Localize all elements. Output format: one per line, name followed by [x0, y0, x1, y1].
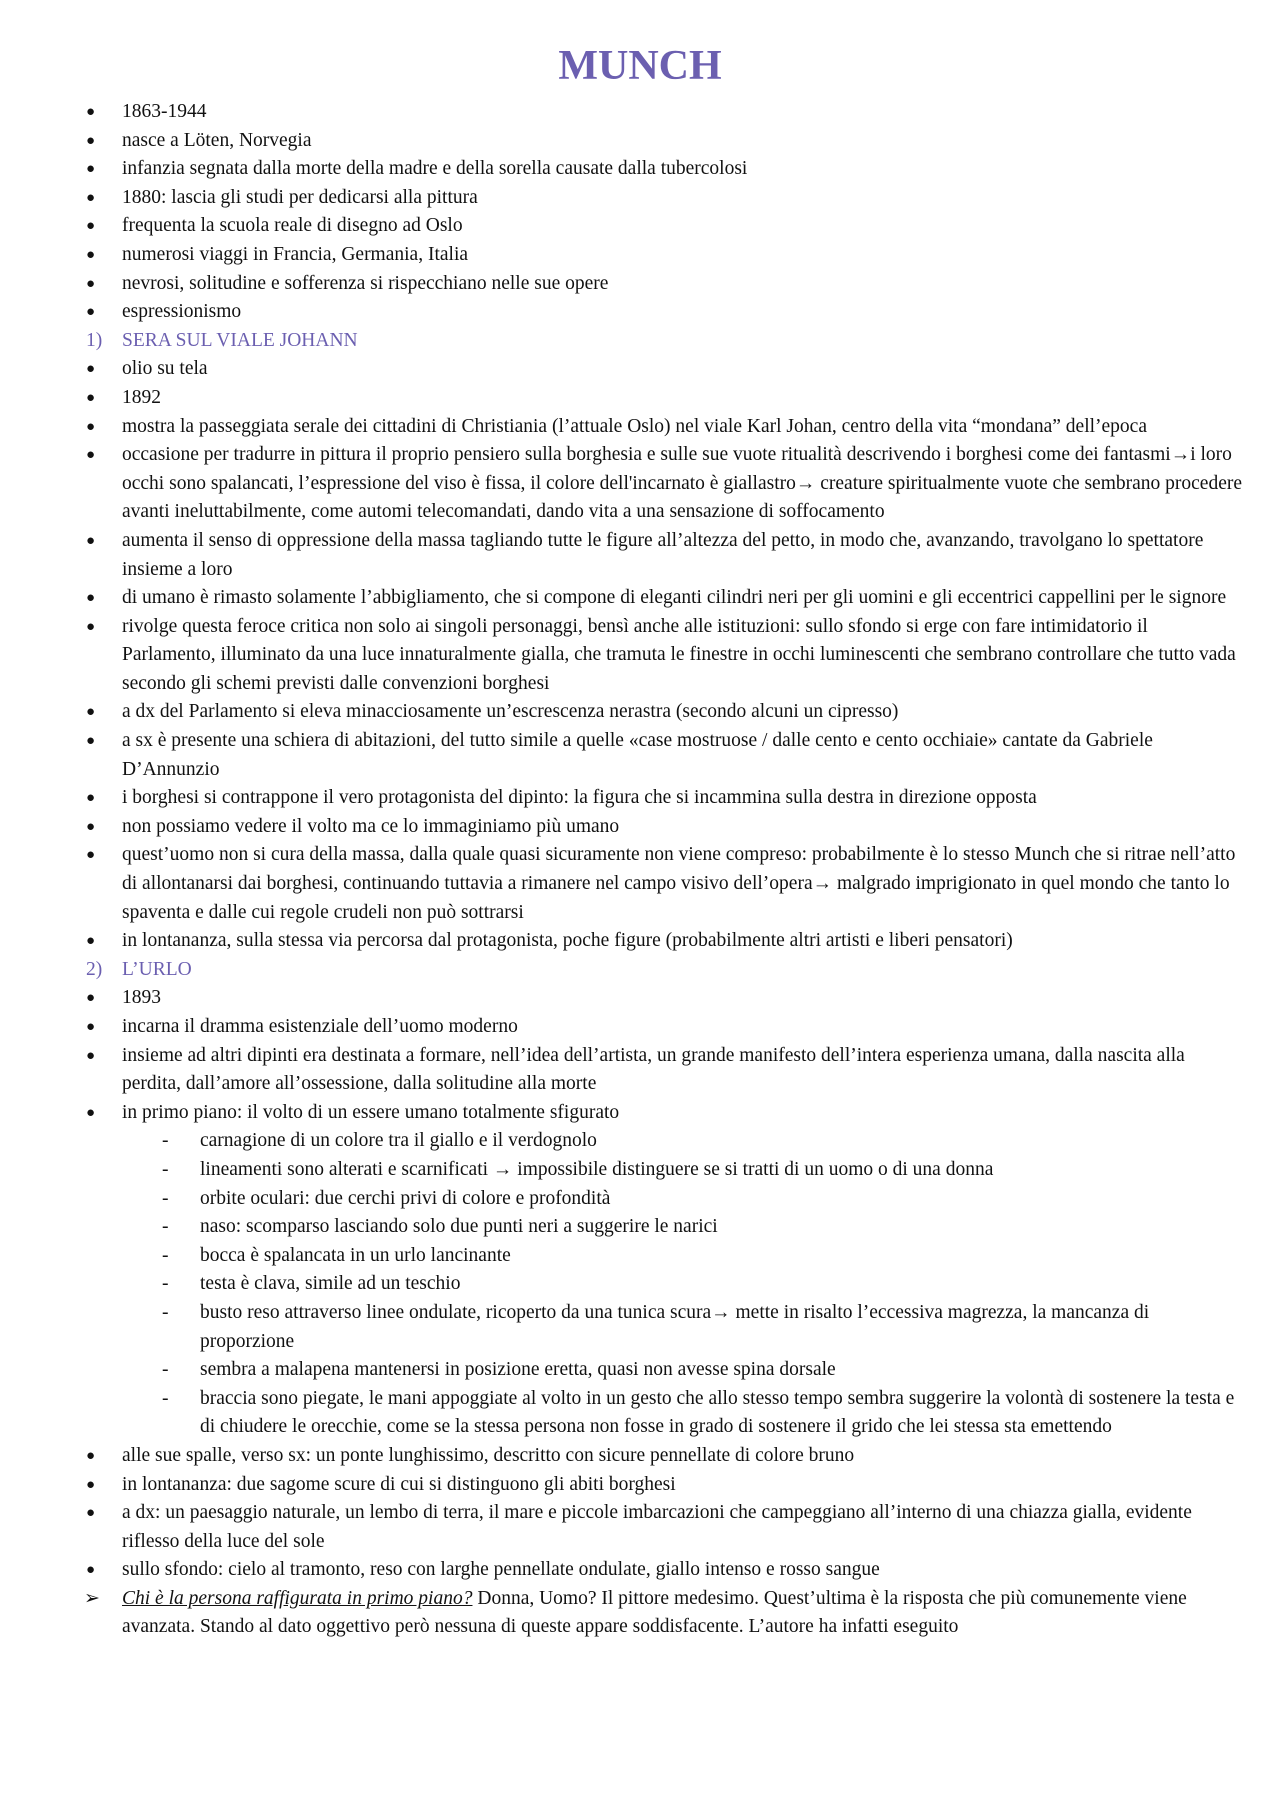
list-item: ● in primo piano: il volto di un essere umano totalmente sfigurato [0, 1099, 1280, 1128]
bullet-icon: ● [86, 1447, 96, 1464]
list-item: ● 1893 [0, 984, 1280, 1013]
bullet-icon: ● [86, 1505, 96, 1522]
list-item: ● alle sue spalle, verso sx: un ponte lunghissimo, descritto con sicure pennellate di colore bruno [0, 1442, 1280, 1471]
list-item: ● rivolge questa feroce critica non solo ai singoli personaggi, bensì anche alle istituzioni: sullo sfondo si erge con fare intimidatorio il Parlamento, illuminato da una luce innaturalmente gialla, che tramuta le finestre in occhi luminescenti che sembrano controllare che tutto vada secondo gli schemi previsti dalle convenzioni borghesi [0, 613, 1280, 699]
bullet-icon: ● [86, 618, 96, 635]
list-item: ● a sx è presente una schiera di abitazioni, del tutto simile a quelle «case mostruose / dalle cento e cento occhiaie» cantate da Gabriele D’Annunzio [0, 727, 1280, 784]
sub-list-item: - braccia sono piegate, le mani appoggiate al volto in un gesto che allo stesso tempo sembra suggerire la volontà di sostenere la testa e di chiudere le orecchie, come se la stessa persona non fosse in grado di sostenere il grido che lei stessa sta emettendo [0, 1385, 1280, 1442]
arrow-bullet-icon: ➢ [84, 1587, 100, 1609]
bullet-icon: ● [86, 933, 96, 950]
dash-icon: - [162, 1301, 169, 1323]
notes-content [0, 98, 1280, 1642]
sub-list-item: - orbite oculari: due cerchi privi di colore e profondità [0, 1185, 1280, 1214]
bullet-icon: ● [86, 590, 96, 607]
list-item: ● in lontananza, sulla stessa via percorsa dal protagonista, poche figure (probabilmente altri artisti e liberi pensatori) [0, 927, 1280, 956]
list-item: ● aumenta il senso di oppressione della massa tagliando tutte le figure all’altezza del petto, in modo che, avanzando, travolgano lo spettatore insieme a loro [0, 527, 1280, 584]
bio-list [0, 98, 1280, 327]
dash-icon: - [162, 1158, 169, 1180]
question-paragraph [0, 1585, 1280, 1642]
sub-list-item: - lineamenti sono alterati e scarnificati → impossibile distinguere se si tratti di un uomo o di una donna [0, 1156, 1280, 1185]
sub-list-item: - bocca è spalancata in un urlo lancinante [0, 1242, 1280, 1271]
bullet-icon: ● [86, 104, 96, 120]
list-item: ● nasce a Löten, Norvegia [0, 127, 1280, 156]
sub-list-item: - sembra a malapena mantenersi in posizione eretta, quasi non avesse spina dorsale [0, 1356, 1280, 1385]
bullet-icon: ● [86, 189, 96, 206]
dash-icon: - [162, 1273, 169, 1295]
list-item: ● 1880: lascia gli studi per dedicarsi alla pittura [0, 184, 1280, 213]
list-item: ● infanzia segnata dalla morte della madre e della sorella causate dalla tubercolosi [0, 155, 1280, 184]
bullet-icon: ● [86, 790, 96, 807]
list-item: ● a dx del Parlamento si eleva minacciosamente un’escrescenza nerastra (secondo alcuni un cipresso) [0, 698, 1280, 727]
dash-icon: - [162, 1359, 169, 1381]
bullet-icon: ● [86, 704, 96, 721]
bullet-icon: ● [86, 161, 96, 178]
bullet-icon: ● [86, 1047, 96, 1064]
list-item: ● sullo sfondo: cielo al tramonto, reso con larghe pennellate ondulate, giallo intenso e rosso sangue [0, 1556, 1280, 1585]
list-item: ● in lontananza: due sagome scure di cui si distinguono gli abiti borghesi [0, 1471, 1280, 1500]
sub-list-item: - carnagione di un colore tra il giallo e il verdognolo [0, 1127, 1280, 1156]
bullet-icon: ● [86, 990, 96, 1007]
answer-text: Donna, Uomo? Il pittore medesimo. Quest’ultima è la risposta che più comunemente viene avanzata. Stando al dato oggettivo però nessuna di queste appare soddisfacente. L’autore ha infatti eseguito [122, 1587, 1187, 1638]
section2-list-continued [0, 1442, 1280, 1585]
bullet-icon: ● [86, 304, 96, 321]
list-item: ● non possiamo vedere il volto ma ce lo immaginiamo più umano [0, 813, 1280, 842]
list-item: ● olio su tela [0, 355, 1280, 384]
list-item: ● a dx: un paesaggio naturale, un lembo di terra, il mare e piccole imbarcazioni che campeggiano all’interno di una chiazza gialla, evidente riflesso della luce del sole [0, 1499, 1280, 1556]
list-item: ● occasione per tradurre in pittura il proprio pensiero sulla borghesia e sulle sue vuote ritualità descrivendo i borghesi come dei fantasmi→i loro occhi sono spalancati, l’espressione del viso è fissa, il colore dell'incarnato è giallastro→ creature spiritualmente vuote che sembrano procedere avanti ineluttabilmente, come automi telecomandati, dando vita a una sensazione di soffocamento [0, 441, 1280, 527]
bullet-icon: ● [86, 818, 96, 835]
bullet-icon: ● [86, 418, 96, 435]
list-item: ● incarna il dramma esistenziale dell’uomo moderno [0, 1013, 1280, 1042]
bullet-icon: ● [86, 361, 96, 378]
bullet-icon: ● [86, 1019, 96, 1035]
bullet-icon: ● [86, 218, 96, 235]
list-item: ● nevrosi, solitudine e sofferenza si rispecchiano nelle sue opere [0, 270, 1280, 299]
list-item: ● espressionismo [0, 298, 1280, 327]
list-item: ● mostra la passeggiata serale dei cittadini di Christiania (l’attuale Oslo) nel viale Karl Johan, centro della vita “mondana” dell’epoca [0, 413, 1280, 442]
list-item: ● quest’uomo non si cura della massa, dalla quale quasi sicuramente non viene compreso: probabilmente è lo stesso Munch che si ritrae nell’atto di allontanarsi dai borghesi, continuando tuttavia a rimanere nel campo visivo dell’opera→ malgrado imprigionato in quel mondo che tanto lo spaventa e dalle cui regole crudeli non può sottrarsi [0, 841, 1280, 927]
section2-list [0, 984, 1280, 1127]
list-item: ● insieme ad altri dipinti era destinata a formare, nell’idea dell’artista, un grande manifesto dell’intera esperienza umana, dalla nascita alla perdita, dall’amore all’ossessione, dalla solitudine alla morte [0, 1042, 1280, 1099]
list-item: ● numerosi viaggi in Francia, Germania, Italia [0, 241, 1280, 270]
question-text: Chi è la persona raffigurata in primo piano? [122, 1587, 473, 1609]
list-item: ● 1863-1944 [0, 98, 1280, 127]
bullet-icon: ● [86, 1476, 96, 1493]
bullet-icon: ● [86, 1104, 96, 1121]
bullet-icon: ● [86, 447, 96, 464]
bullet-icon: ● [86, 275, 96, 292]
dash-icon: - [162, 1387, 169, 1409]
bullet-icon: ● [86, 132, 96, 149]
bullet-icon: ● [86, 532, 96, 549]
list-item: ● di umano è rimasto solamente l’abbigliamento, che si compone di eleganti cilindri neri per gli uomini e gli eccentrici cappellini per le signore [0, 584, 1280, 613]
bullet-icon: ● [86, 389, 96, 406]
sub-list-item: - testa è clava, simile ad un teschio [0, 1270, 1280, 1299]
page-title: MUNCH [558, 43, 722, 89]
face-details-sublist [0, 1127, 1280, 1442]
bullet-icon: ● [86, 847, 96, 864]
sub-list-item: - naso: scomparso lasciando solo due punti neri a suggerire le narici [0, 1213, 1280, 1242]
bullet-icon: ● [86, 733, 96, 750]
dash-icon: - [162, 1187, 169, 1209]
section-heading-2: 2) L’URLO [86, 958, 192, 980]
section1-list [0, 355, 1280, 955]
list-item: ● i borghesi si contrappone il vero protagonista del dipinto: la figura che si incammina sulla destra in direzione opposta [0, 784, 1280, 813]
bullet-icon: ● [86, 246, 96, 263]
dash-icon: - [162, 1244, 169, 1266]
sub-list-item: - busto reso attraverso linee ondulate, ricoperto da una tunica scura→ mette in risalto l’eccessiva magrezza, la mancanza di proporzione [0, 1299, 1280, 1356]
dash-icon: - [162, 1216, 169, 1238]
dash-icon: - [162, 1130, 169, 1152]
section-heading-1: 1) SERA SUL VIALE JOHANN [86, 329, 358, 351]
bullet-icon: ● [86, 1562, 96, 1579]
list-item: ● frequenta la scuola reale di disegno ad Oslo [0, 212, 1280, 241]
list-item: ● 1892 [0, 384, 1280, 413]
